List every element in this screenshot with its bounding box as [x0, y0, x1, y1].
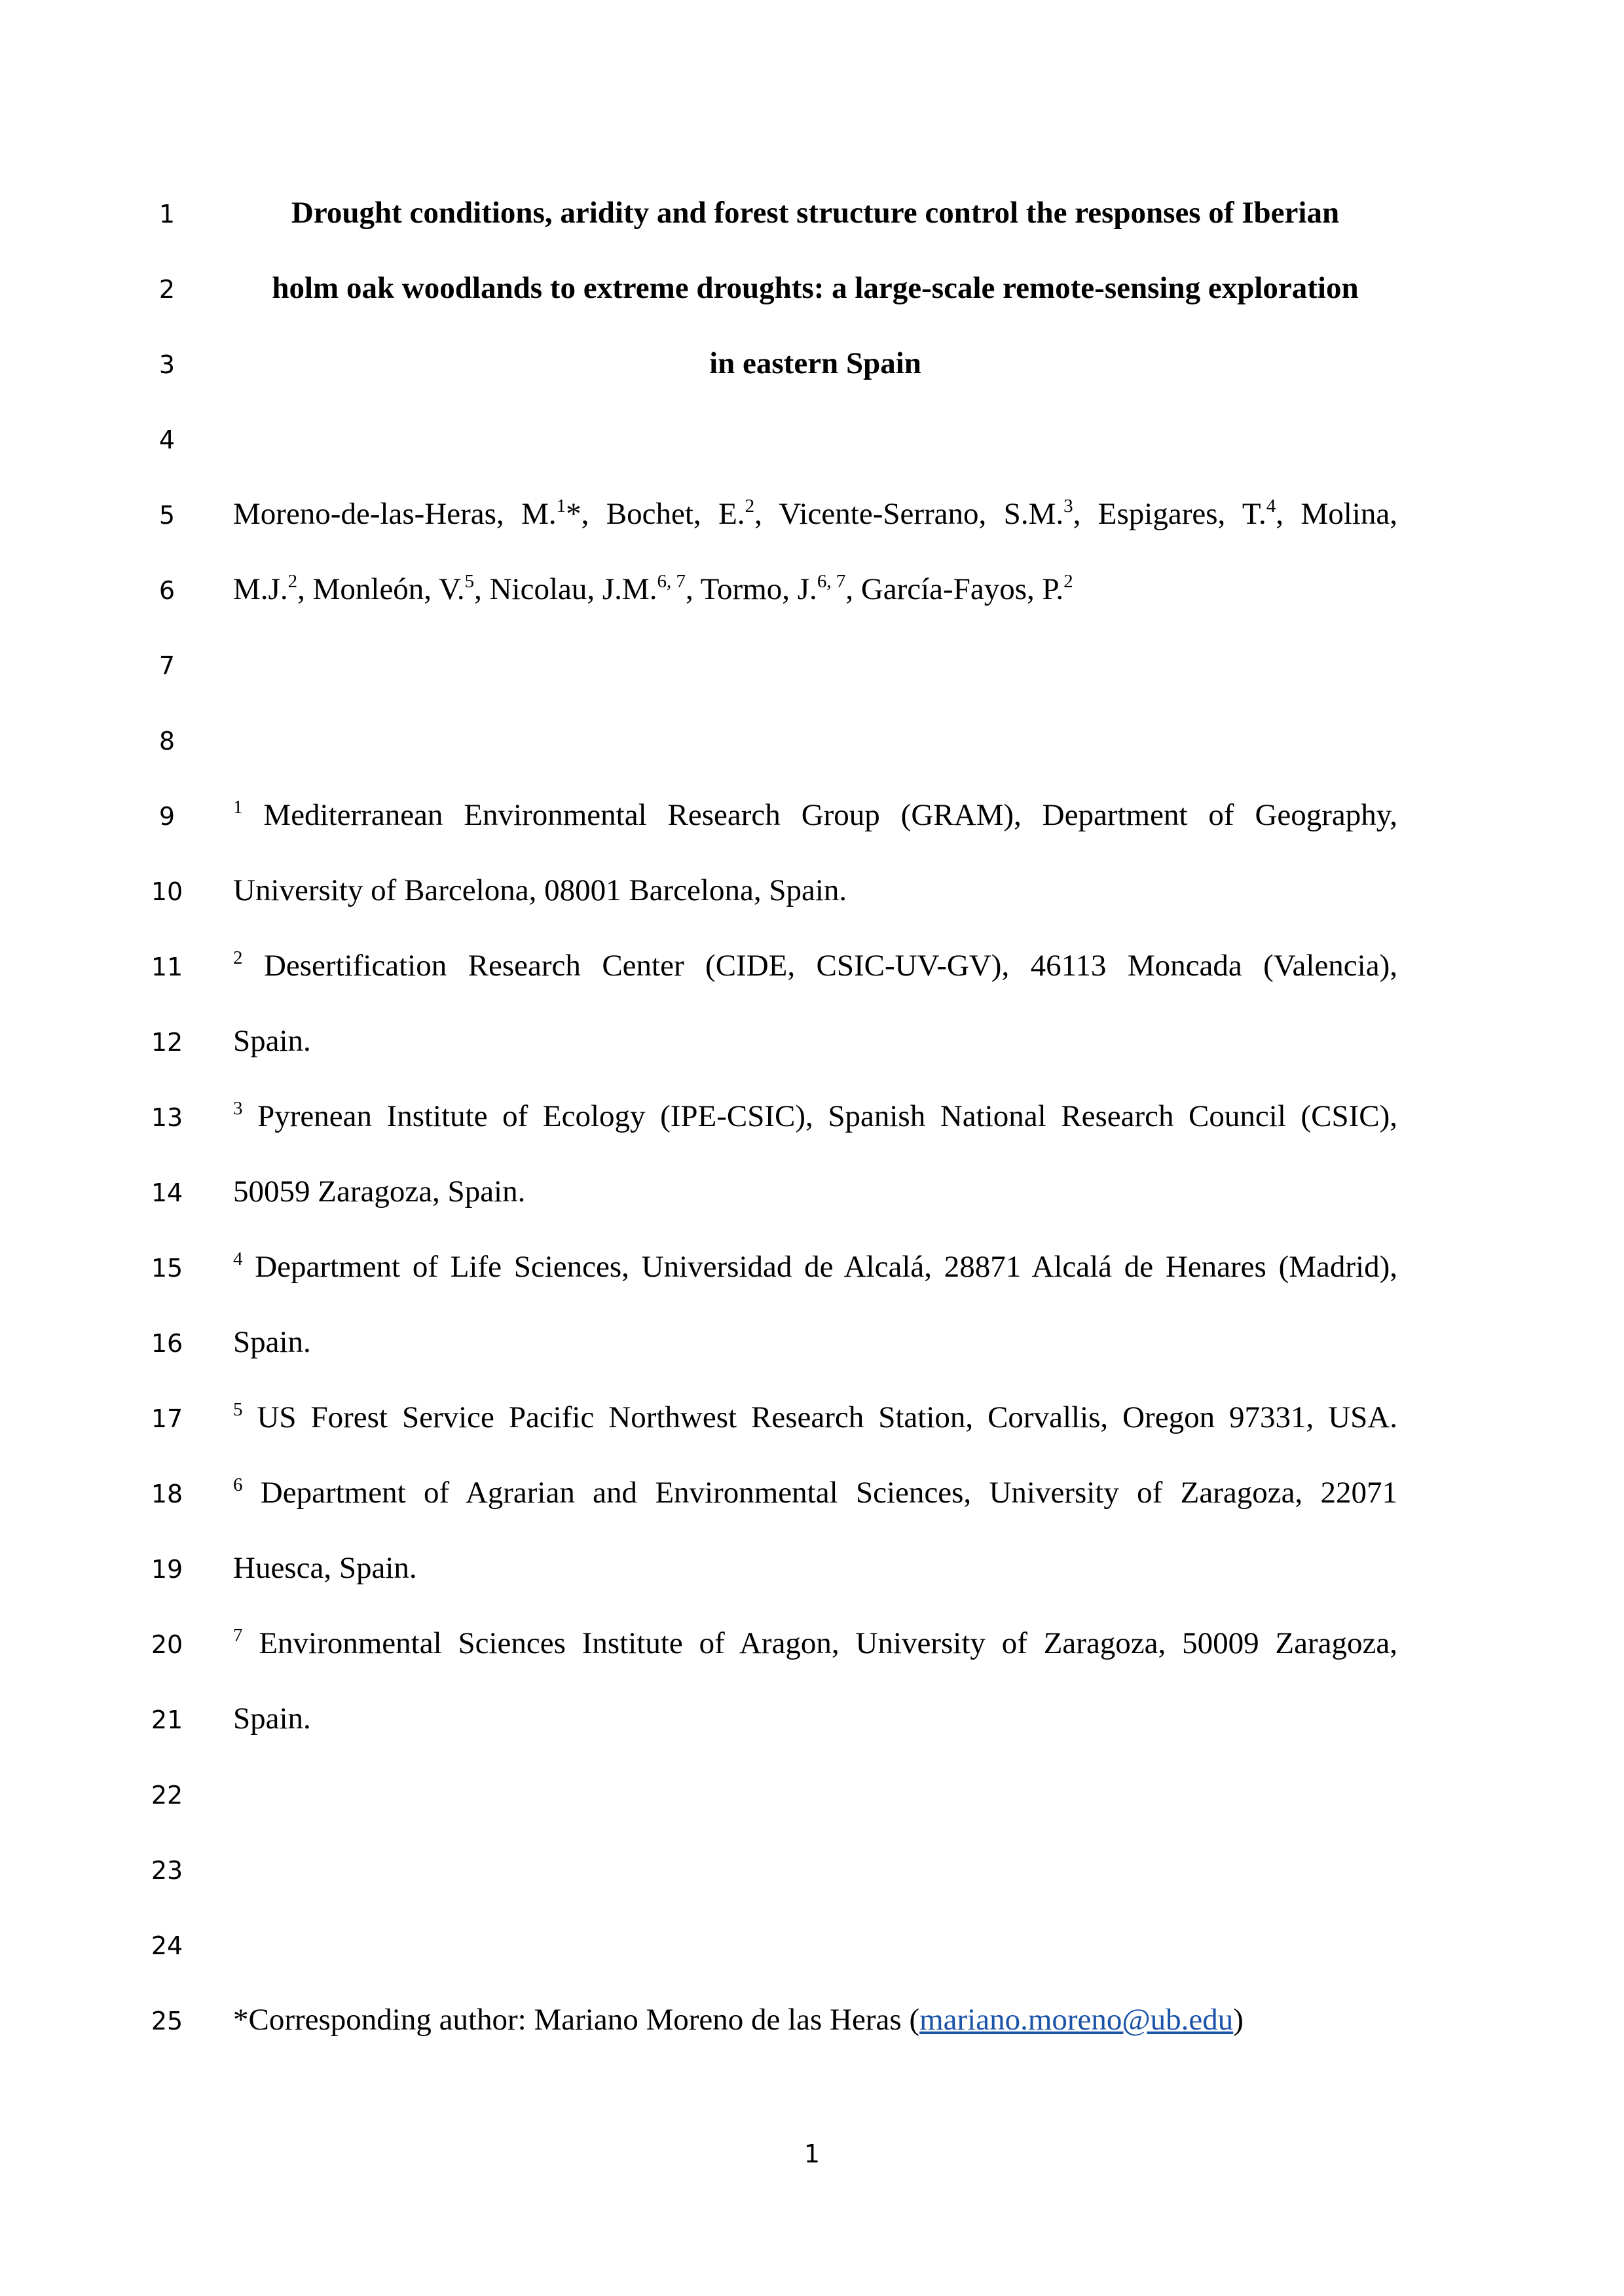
- author-name: , Molina,: [1276, 497, 1397, 531]
- line-number: 15: [151, 1254, 183, 1283]
- affiliation-number: 1: [233, 797, 243, 818]
- page-number: 1: [803, 2140, 821, 2168]
- affiliation-7: [233, 1625, 1397, 1660]
- author-list-line-1: [233, 496, 1397, 531]
- affiliation-3-cont: 50059 Zaragoza, Spain.: [233, 1175, 526, 1209]
- affiliation-4: [233, 1248, 1397, 1284]
- affiliation-number: 2: [233, 947, 243, 968]
- affiliation-text: Department of Life Sciences, Universidad de Alcalá, 28871 Alcalá de Henares (Madrid),: [242, 1250, 1397, 1284]
- closing-paren: ): [1233, 2003, 1244, 2037]
- line-number: 16: [151, 1329, 183, 1358]
- author-name: , Espigares, T.: [1073, 497, 1266, 531]
- affiliation-number: 3: [233, 1098, 243, 1119]
- line-number: 4: [158, 426, 175, 454]
- author-list-line-2: [233, 571, 1397, 606]
- affiliation-6-cont: Huesca, Spain.: [233, 1551, 417, 1585]
- affiliation-2: [233, 947, 1397, 983]
- author-name: , Vicente-Serrano, S.M.: [754, 497, 1064, 531]
- paper-title-line-1: Drought conditions, aridity and forest structure control the responses of Iberian: [291, 196, 1340, 230]
- paper-title-line-3: in eastern Spain: [709, 346, 921, 380]
- author-name: , Nicolau, J.M.: [474, 572, 657, 606]
- line-number: 19: [151, 1555, 183, 1584]
- affiliation-text: Department of Agrarian and Environmental Sciences, University of Zaragoza, 22071: [242, 1476, 1397, 1510]
- affiliation-marker: 4: [1266, 496, 1276, 517]
- affiliation-number: 7: [233, 1625, 243, 1646]
- affiliation-3: [233, 1098, 1397, 1133]
- affiliation-marker: 6, 7: [657, 571, 686, 592]
- affiliation-marker: 3: [1063, 496, 1073, 517]
- affiliation-marker: 2: [287, 571, 298, 592]
- affiliation-number: 4: [233, 1248, 243, 1269]
- line-number: 21: [151, 1705, 183, 1734]
- affiliation-marker: 5: [464, 571, 475, 592]
- line-number: 25: [151, 2007, 183, 2035]
- affiliation-text: Mediterranean Environmental Research Group (GRAM), Department of Geography,: [242, 798, 1397, 832]
- affiliation-7-cont: Spain.: [233, 1702, 311, 1736]
- line-number: 11: [151, 953, 183, 981]
- author-name: M.J.: [233, 572, 288, 606]
- line-number: 13: [151, 1103, 183, 1132]
- affiliation-marker: 1: [556, 496, 566, 517]
- affiliation-marker: 2: [1063, 571, 1073, 592]
- affiliation-6: [233, 1474, 1397, 1510]
- author-name: , Monleón, V.: [297, 572, 465, 606]
- line-number: 12: [151, 1028, 183, 1057]
- line-number: 5: [158, 501, 175, 530]
- author-name: Moreno-de-las-Heras, M.: [233, 497, 557, 531]
- corresponding-author-label: *Corresponding author: Mariano Moreno de las Heras (: [233, 2003, 920, 2037]
- line-number: 17: [151, 1404, 183, 1433]
- affiliation-text: Environmental Sciences Institute of Aragon, University of Zaragoza, 50009 Zaragoza,: [242, 1626, 1397, 1660]
- line-number: 24: [151, 1931, 183, 1960]
- affiliation-5: [233, 1399, 1397, 1434]
- line-number: 1: [158, 200, 175, 228]
- affiliation-number: 5: [233, 1399, 243, 1420]
- line-number: 22: [151, 1781, 183, 1810]
- affiliation-1: [233, 797, 1397, 832]
- corresponding-email-link[interactable]: mariano.moreno@ub.edu: [919, 2003, 1234, 2037]
- affiliation-marker: 6, 7: [817, 571, 846, 592]
- line-number: 8: [158, 727, 175, 756]
- line-number: 9: [158, 802, 175, 831]
- line-number: 23: [151, 1856, 183, 1885]
- affiliation-text: Pyrenean Institute of Ecology (IPE-CSIC), Spanish National Research Council (CSIC),: [242, 1099, 1397, 1133]
- line-number: 3: [158, 350, 175, 379]
- affiliation-number: 6: [233, 1474, 243, 1495]
- author-name: , Tormo, J.: [685, 572, 817, 606]
- author-name: *, Bochet, E.: [566, 497, 745, 531]
- corresponding-author: [233, 2005, 1397, 2035]
- paper-title-line-2: holm oak woodlands to extreme droughts: a large-scale remote-sensing exploration: [272, 271, 1359, 305]
- line-number: 2: [158, 275, 175, 304]
- affiliation-text: Desertification Research Center (CIDE, CSIC-UV-GV), 46113 Moncada (Valencia),: [242, 949, 1397, 983]
- line-number: 20: [151, 1630, 183, 1659]
- affiliation-marker: 2: [745, 496, 755, 517]
- author-name: , García-Fayos, P.: [845, 572, 1064, 606]
- line-number: 7: [158, 651, 175, 680]
- line-number: 18: [151, 1480, 183, 1508]
- affiliation-1-cont: University of Barcelona, 08001 Barcelona, Spain.: [233, 873, 847, 907]
- line-number: 10: [151, 877, 183, 906]
- affiliation-2-cont: Spain.: [233, 1024, 311, 1058]
- line-number: 6: [158, 576, 175, 605]
- line-number: 14: [151, 1178, 183, 1207]
- affiliation-text: US Forest Service Pacific Northwest Research Station, Corvallis, Oregon 97331, USA.: [242, 1400, 1397, 1434]
- affiliation-4-cont: Spain.: [233, 1325, 311, 1359]
